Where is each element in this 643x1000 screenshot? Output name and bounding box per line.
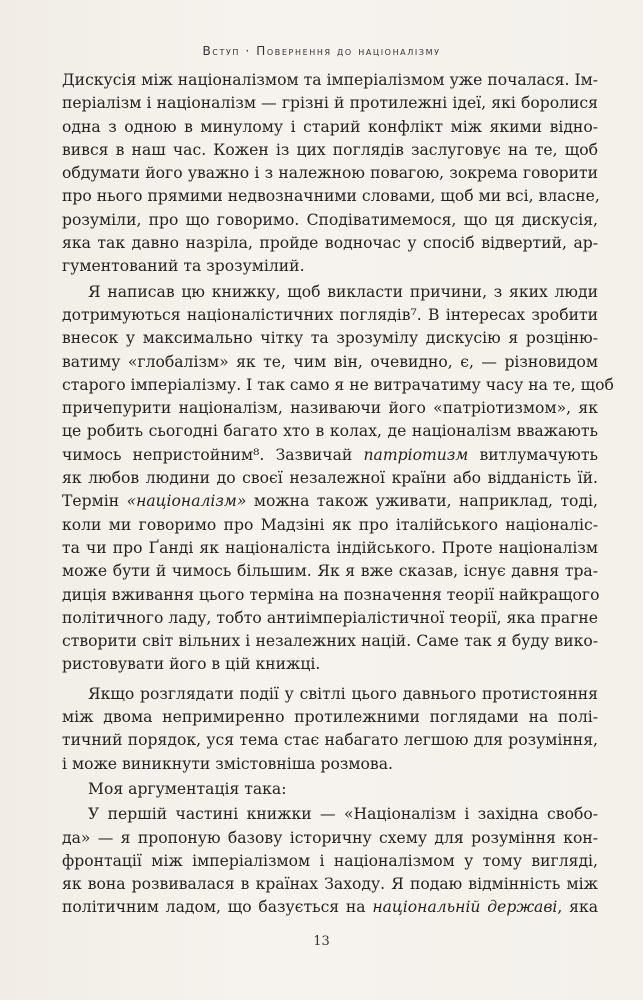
text-line: тичний порядок, уся тема стає набагато легшою для розуміння, bbox=[62, 731, 598, 750]
paragraph-1 bbox=[62, 69, 598, 279]
running-head: Вступ · Повернення до націоналізму bbox=[202, 44, 441, 58]
paragraph-5 bbox=[62, 803, 598, 919]
text-line: вився в наш час. Кожен із цих поглядів заслуговує на те, щоб bbox=[62, 140, 598, 159]
text-fragment: чимось непристойним⁸. Зазвичай bbox=[62, 445, 353, 464]
text-line: диція вживання цього терміна на позначення теорії найкращого bbox=[62, 585, 600, 604]
text-line: це робить сьогодні багато хто в колах, де націоналізм вважають bbox=[62, 422, 598, 441]
text-line: Дискусія між націоналізмом та імперіалізмом уже почалася. Ім- bbox=[62, 71, 598, 89]
text-line: коли ми говоримо про Мадзіні як про італійського націоналіс- bbox=[62, 515, 598, 534]
text-line-mixed bbox=[62, 490, 598, 513]
text-line-mixed bbox=[62, 444, 598, 467]
text-line: створити світ вільних і незалежних націй. Саме так я буду вико- bbox=[62, 632, 598, 651]
text-line: старого імперіалізму. І так само я не витрачатиму часу на те, щоб bbox=[62, 375, 614, 394]
text-line: може бути й чимось більшим. Як я вже сказав, існує давня тра- bbox=[62, 562, 598, 581]
text-fragment: політичним ладом, що базується на bbox=[62, 898, 366, 917]
text-line: внесок у максимально чітку та зрозумілу дискусію я розціню- bbox=[62, 329, 598, 348]
text-line: фронтації між імперіалізмом і націоналізмом у тому вигляді, bbox=[62, 851, 598, 870]
page-number: 13 bbox=[313, 934, 330, 949]
text-line: ристовувати його в цій книжці. bbox=[62, 655, 321, 674]
text-fragment: , яка bbox=[557, 898, 599, 917]
italic-term: «націоналізм» bbox=[126, 492, 247, 511]
text-line: розуміли, про що говоримо. Сподіватимемося, що ця дискусія, bbox=[62, 210, 598, 229]
text-line: обдумати його уважно і з належною повагою, зокрема говорити bbox=[62, 164, 598, 183]
text-fragment: витлумачують bbox=[468, 445, 598, 464]
text-line: Я написав цю книжку, щоб викласти причини, з яких люди bbox=[88, 282, 598, 301]
text-line: політичного ладу, тобто антиімперіалістичної теорії, яка прагне bbox=[62, 608, 598, 627]
text-line: У першій частині книжки — «Націоналізм і західна свобо- bbox=[88, 805, 598, 824]
paragraph-4 bbox=[62, 778, 598, 801]
text-line: між двома непримиренно протилежними поглядами на полі- bbox=[62, 708, 598, 727]
text-fragment: можна також уживати, наприклад, тоді, bbox=[246, 492, 598, 511]
text-line-mixed bbox=[62, 896, 598, 919]
italic-term: патріотизм bbox=[363, 445, 469, 464]
text-line: та чи про Ґанді як націоналіста індійського. Проте націоналізм bbox=[62, 538, 598, 557]
text-line: причепурити націоналізм, називаючи його «патріотизмом», як bbox=[62, 399, 598, 418]
text-line: як любов людини до своєї незалежної країни або відданість їй. bbox=[62, 469, 598, 488]
text-line: яка так давно назріла, пройде водночас у спосіб відвертий, ар- bbox=[62, 234, 598, 253]
paragraph-3 bbox=[62, 683, 598, 776]
text-line: Якщо розглядати події у світлі цього давнього протистояння bbox=[88, 684, 598, 703]
text-line: да» — я пропоную базову історичну схему для розуміння кон- bbox=[62, 828, 598, 847]
text-line: Моя аргументація така: bbox=[88, 779, 287, 798]
text-line: про нього прямими недвозначними словами, щоб ми всі, власне, bbox=[62, 187, 600, 206]
text-line: одна з одною в минулому і старий конфлікт між якими відно- bbox=[62, 117, 598, 136]
text-line: дотримуються націоналістичних поглядів⁷. В інтересах зробити bbox=[62, 305, 598, 324]
text-line: як вона розвивалася в країнах Заходу. Я подаю відмінність між bbox=[62, 875, 598, 894]
italic-term: національній державі bbox=[372, 898, 558, 917]
text-line: гументований та зрозумілий. bbox=[62, 257, 305, 276]
text-line: ватиму «глобалізм» як те, чим він, очевидно, є, — різновидом bbox=[62, 352, 598, 371]
text-line: періалізм і націоналізм — грізні й протилежні ідеї, які боролися bbox=[62, 94, 598, 113]
paragraph-2 bbox=[62, 281, 614, 677]
text-line: і може виникнути змістовніша розмова. bbox=[62, 754, 393, 773]
body-text bbox=[62, 69, 614, 920]
text-fragment: Термін bbox=[62, 492, 120, 511]
